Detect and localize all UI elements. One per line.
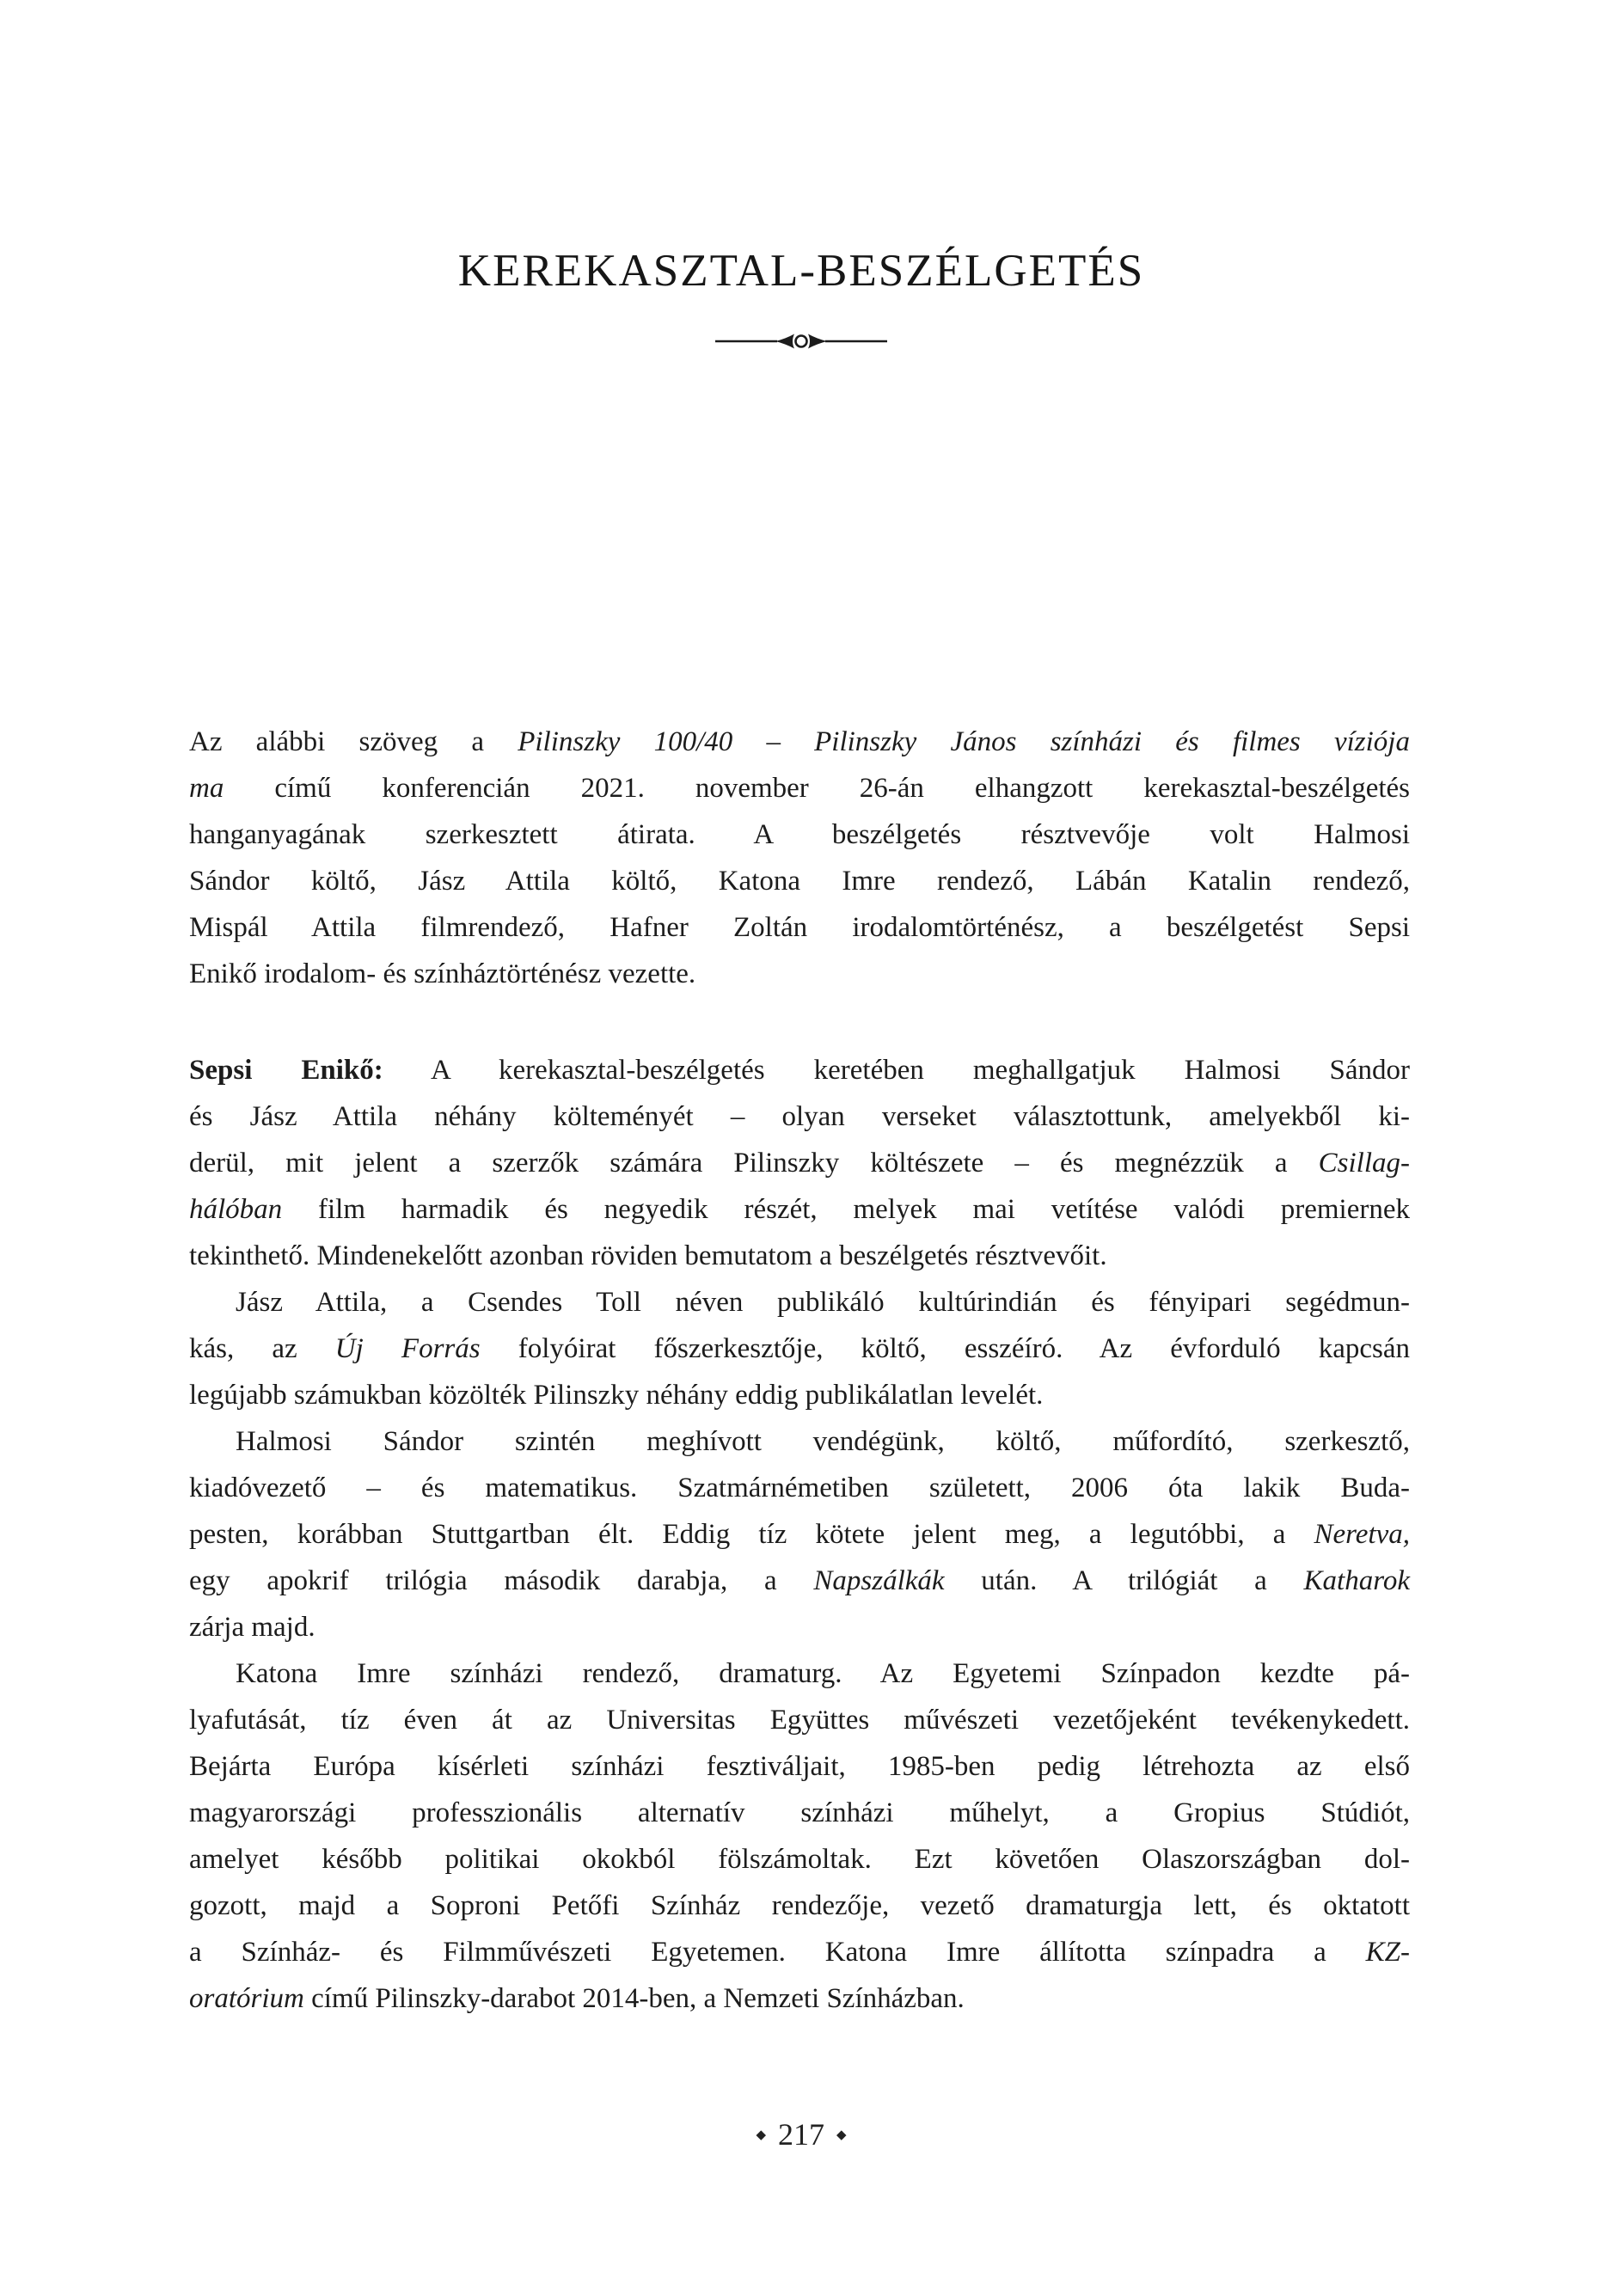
text-run: kiadóvezető – és matematikus. Szatmárnémetiben született, 2006 óta lakik Buda-: [189, 1473, 1410, 1503]
text-line: [189, 765, 1410, 811]
paragraph: [189, 1650, 1410, 2022]
italic-run: Pilinszky 100/40 – Pilinszky János színházi és filmes víziója: [518, 726, 1410, 757]
text-line: [189, 1279, 1410, 1326]
text-line: [189, 858, 1410, 904]
italic-run: ma: [189, 773, 224, 804]
text-run: magyarországi professzionális alternatív színházi műhelyt, a Gropius Stúdiót,: [189, 1797, 1410, 1828]
body-text: [189, 719, 1410, 2022]
text-run: pesten, korábban Stuttgartban élt. Eddig tíz kötete jelent meg, a legutóbbi, a: [189, 1519, 1314, 1550]
text-run: zárja majd.: [189, 1612, 315, 1643]
text-run: Sándor költő, Jász Attila költő, Katona Imre rendező, Lábán Katalin rendező,: [189, 866, 1410, 897]
text-line: [189, 719, 1410, 765]
text-line: [189, 951, 1410, 997]
page-footer: [191, 2116, 1412, 2152]
paragraph: [189, 1047, 1410, 1279]
footer-right-ornament-icon: ◆: [836, 2128, 847, 2142]
text-line: [189, 1186, 1410, 1233]
text-run: a Színház- és Filmművészeti Egyetemen. Katona Imre állította színpadra a: [189, 1937, 1366, 1968]
text-run: kás, az: [189, 1333, 335, 1364]
page-number: 217: [778, 2117, 824, 2152]
text-line: [189, 1047, 1410, 1093]
italic-run: oratórium: [189, 1983, 304, 2014]
text-line: [189, 1604, 1410, 1650]
text-run: derül, mit jelent a szerzők számára Pilinszky költészete – és megnézzük a: [189, 1148, 1319, 1179]
bold-run: Sepsi Enikő:: [189, 1055, 383, 1086]
chapter-title: KEREKASZTAL-BESZÉLGETÉS: [457, 246, 1145, 296]
italic-run: Új Forrás: [334, 1333, 481, 1364]
text-run: Jász Attila, a Csendes Toll néven publikáló kultúrindián és fényipari segédmun-: [236, 1287, 1410, 1318]
text-line: [189, 1558, 1410, 1604]
text-line: [189, 904, 1410, 951]
italic-run: Neretva,: [1314, 1519, 1410, 1550]
text-line: [189, 1743, 1410, 1790]
text-run: film harmadik és negyedik részét, melyek mai vetítése valódi premiernek: [282, 1194, 1410, 1225]
text-run: Halmosi Sándor szintén meghívott vendégünk, költő, műfordító, szerkesztő,: [236, 1426, 1410, 1457]
text-line: [189, 1418, 1410, 1465]
text-line: [189, 1511, 1410, 1558]
paragraph: [189, 1418, 1410, 1650]
italic-run: KZ-: [1365, 1937, 1410, 1968]
text-line: [189, 1372, 1410, 1418]
italic-run: Csillag-: [1318, 1148, 1410, 1179]
text-line: [189, 1836, 1410, 1883]
text-run: A kerekasztal-beszélgetés keretében meghallgatjuk Halmosi Sándor: [383, 1055, 1410, 1086]
paragraph: [189, 719, 1410, 997]
text-run: hanganyagának szerkesztett átirata. A beszélgetés résztvevője volt Halmosi: [189, 819, 1410, 850]
italic-run: hálóban: [189, 1194, 283, 1225]
text-run: tekinthető. Mindenekelőtt azonban röviden bemutatom a beszélgetés résztvevőit.: [189, 1240, 1107, 1271]
text-run: és Jász Attila néhány költeményét – olyan verseket választottunk, amelyekből ki-: [189, 1101, 1410, 1132]
paragraph: [189, 1279, 1410, 1418]
text-run: amelyet később politikai okokból fölszámoltak. Ezt követően Olaszországban dol-: [189, 1844, 1410, 1875]
section-divider: [191, 330, 1412, 352]
text-run: lyafutását, tíz éven át az Universitas Együttes művészeti vezetőjeként tevékenykedett.: [189, 1705, 1410, 1736]
text-line: [189, 1697, 1410, 1743]
text-line: [189, 1975, 1410, 2022]
text-run: Mispál Attila filmrendező, Hafner Zoltán irodalomtörténész, a beszélgetést Sepsi: [189, 912, 1410, 943]
text-line: [189, 1790, 1410, 1836]
text-run: Katona Imre színházi rendező, dramaturg. Az Egyetemi Színpadon kezdte pá-: [236, 1658, 1410, 1689]
text-run: folyóirat főszerkesztője, költő, esszéíró. Az évforduló kapcsán: [480, 1333, 1410, 1364]
text-line: [189, 1326, 1410, 1372]
text-line: [189, 1650, 1410, 1697]
text-run: legújabb számukban közölték Pilinszky néhány eddig publikálatlan levelét.: [189, 1380, 1044, 1411]
text-run: Enikő irodalom- és színháztörténész vezette.: [189, 958, 696, 989]
text-run: Az alábbi szöveg a: [189, 726, 518, 757]
text-line: [189, 1465, 1410, 1511]
text-line: [189, 1883, 1410, 1929]
footer-left-ornament-icon: ◆: [756, 2128, 766, 2142]
text-line: [189, 811, 1410, 858]
text-line: [189, 1929, 1410, 1975]
text-run: Bejárta Európa kísérleti színházi fesztiváljait, 1985-ben pedig létrehozta az első: [189, 1751, 1410, 1782]
italic-run: Napszálkák: [813, 1565, 945, 1596]
text-line: [189, 1140, 1410, 1186]
text-run: című Pilinszky-darabot 2014-ben, a Nemzeti Színházban.: [303, 1983, 965, 2014]
text-run: után. A trilógiát a: [944, 1565, 1304, 1596]
text-run: egy apokrif trilógia második darabja, a: [189, 1565, 814, 1596]
text-run: gozott, majd a Soproni Petőfi Színház rendezője, vezető dramaturgja lett, és oktatott: [189, 1890, 1410, 1921]
italic-run: Katharok: [1303, 1565, 1410, 1596]
text-line: [189, 1093, 1410, 1140]
text-line: [189, 1233, 1410, 1279]
text-run: című konferencián 2021. november 26-án elhangzott kerekasztal-beszélgetés: [224, 773, 1410, 804]
divider-ornament-icon: [715, 330, 887, 352]
